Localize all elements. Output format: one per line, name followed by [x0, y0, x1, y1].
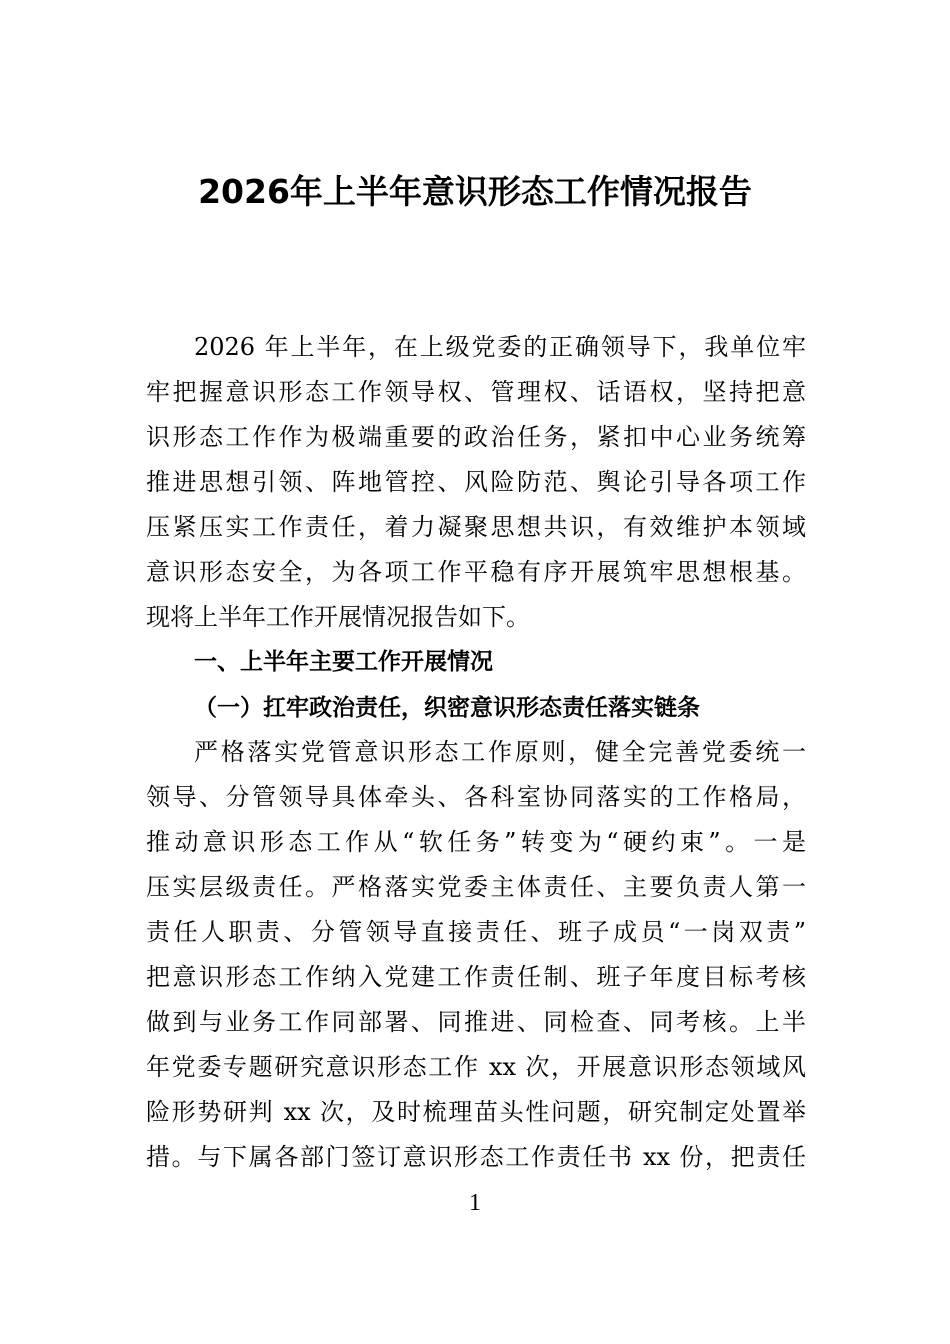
- paragraph-line: 识形态工作作为极端重要的政治任务，紧扣中心业务统筹: [146, 423, 806, 451]
- paragraph-line: 2026 年上半年，在上级党委的正确领导下，我单位牢: [194, 333, 806, 361]
- paragraph-line: 险形势研判 xx 次，及时梳理苗头性问题，研究制定处置举: [146, 1098, 806, 1126]
- paragraph-line: 推动意识形态工作从“软任务”转变为“硬约束”。一是: [146, 828, 806, 856]
- paragraph-line: 牢把握意识形态工作领导权、管理权、话语权，坚持把意: [146, 378, 806, 406]
- paragraph-line: 压紧压实工作责任，着力凝聚思想共识，有效维护本领域: [146, 513, 806, 541]
- paragraph-line: 把意识形态工作纳入党建工作责任制、班子年度目标考核: [146, 963, 806, 991]
- paragraph-line: 做到与业务工作同部署、同推进、同检查、同考核。上半: [146, 1008, 806, 1036]
- paragraph-line: 措。与下属各部门签订意识形态工作责任书 xx 份，把责任: [146, 1143, 806, 1171]
- paragraph-line: 意识形态安全，为各项工作平稳有序开展筑牢思想根基。: [146, 558, 806, 586]
- document-body: [146, 325, 806, 1180]
- subsection-heading: （一）扛牢政治责任，织密意识形态责任落实链条: [194, 694, 700, 721]
- paragraph-line: 严格落实党管意识形态工作原则，健全完善党委统一: [194, 738, 806, 766]
- paragraph-line: 责任人职责、分管领导直接责任、班子成员“一岗双责”: [146, 918, 806, 946]
- section-heading: 一、上半年主要工作开展情况: [194, 649, 493, 675]
- paragraph-line: 推进思想引领、阵地管控、风险防范、舆论引导各项工作: [146, 468, 806, 496]
- document-title: 2026年上半年意识形态工作情况报告: [198, 172, 752, 211]
- paragraph-line: 压实层级责任。严格落实党委主体责任、主要负责人第一: [146, 873, 806, 901]
- paragraph-line: 现将上半年工作开展情况报告如下。: [146, 603, 530, 631]
- paragraph-line: 年党委专题研究意识形态工作 xx 次，开展意识形态领域风: [146, 1053, 806, 1081]
- page-number: 1: [469, 1190, 481, 1216]
- paragraph-line: 领导、分管领导具体牵头、各科室协同落实的工作格局，: [146, 783, 806, 811]
